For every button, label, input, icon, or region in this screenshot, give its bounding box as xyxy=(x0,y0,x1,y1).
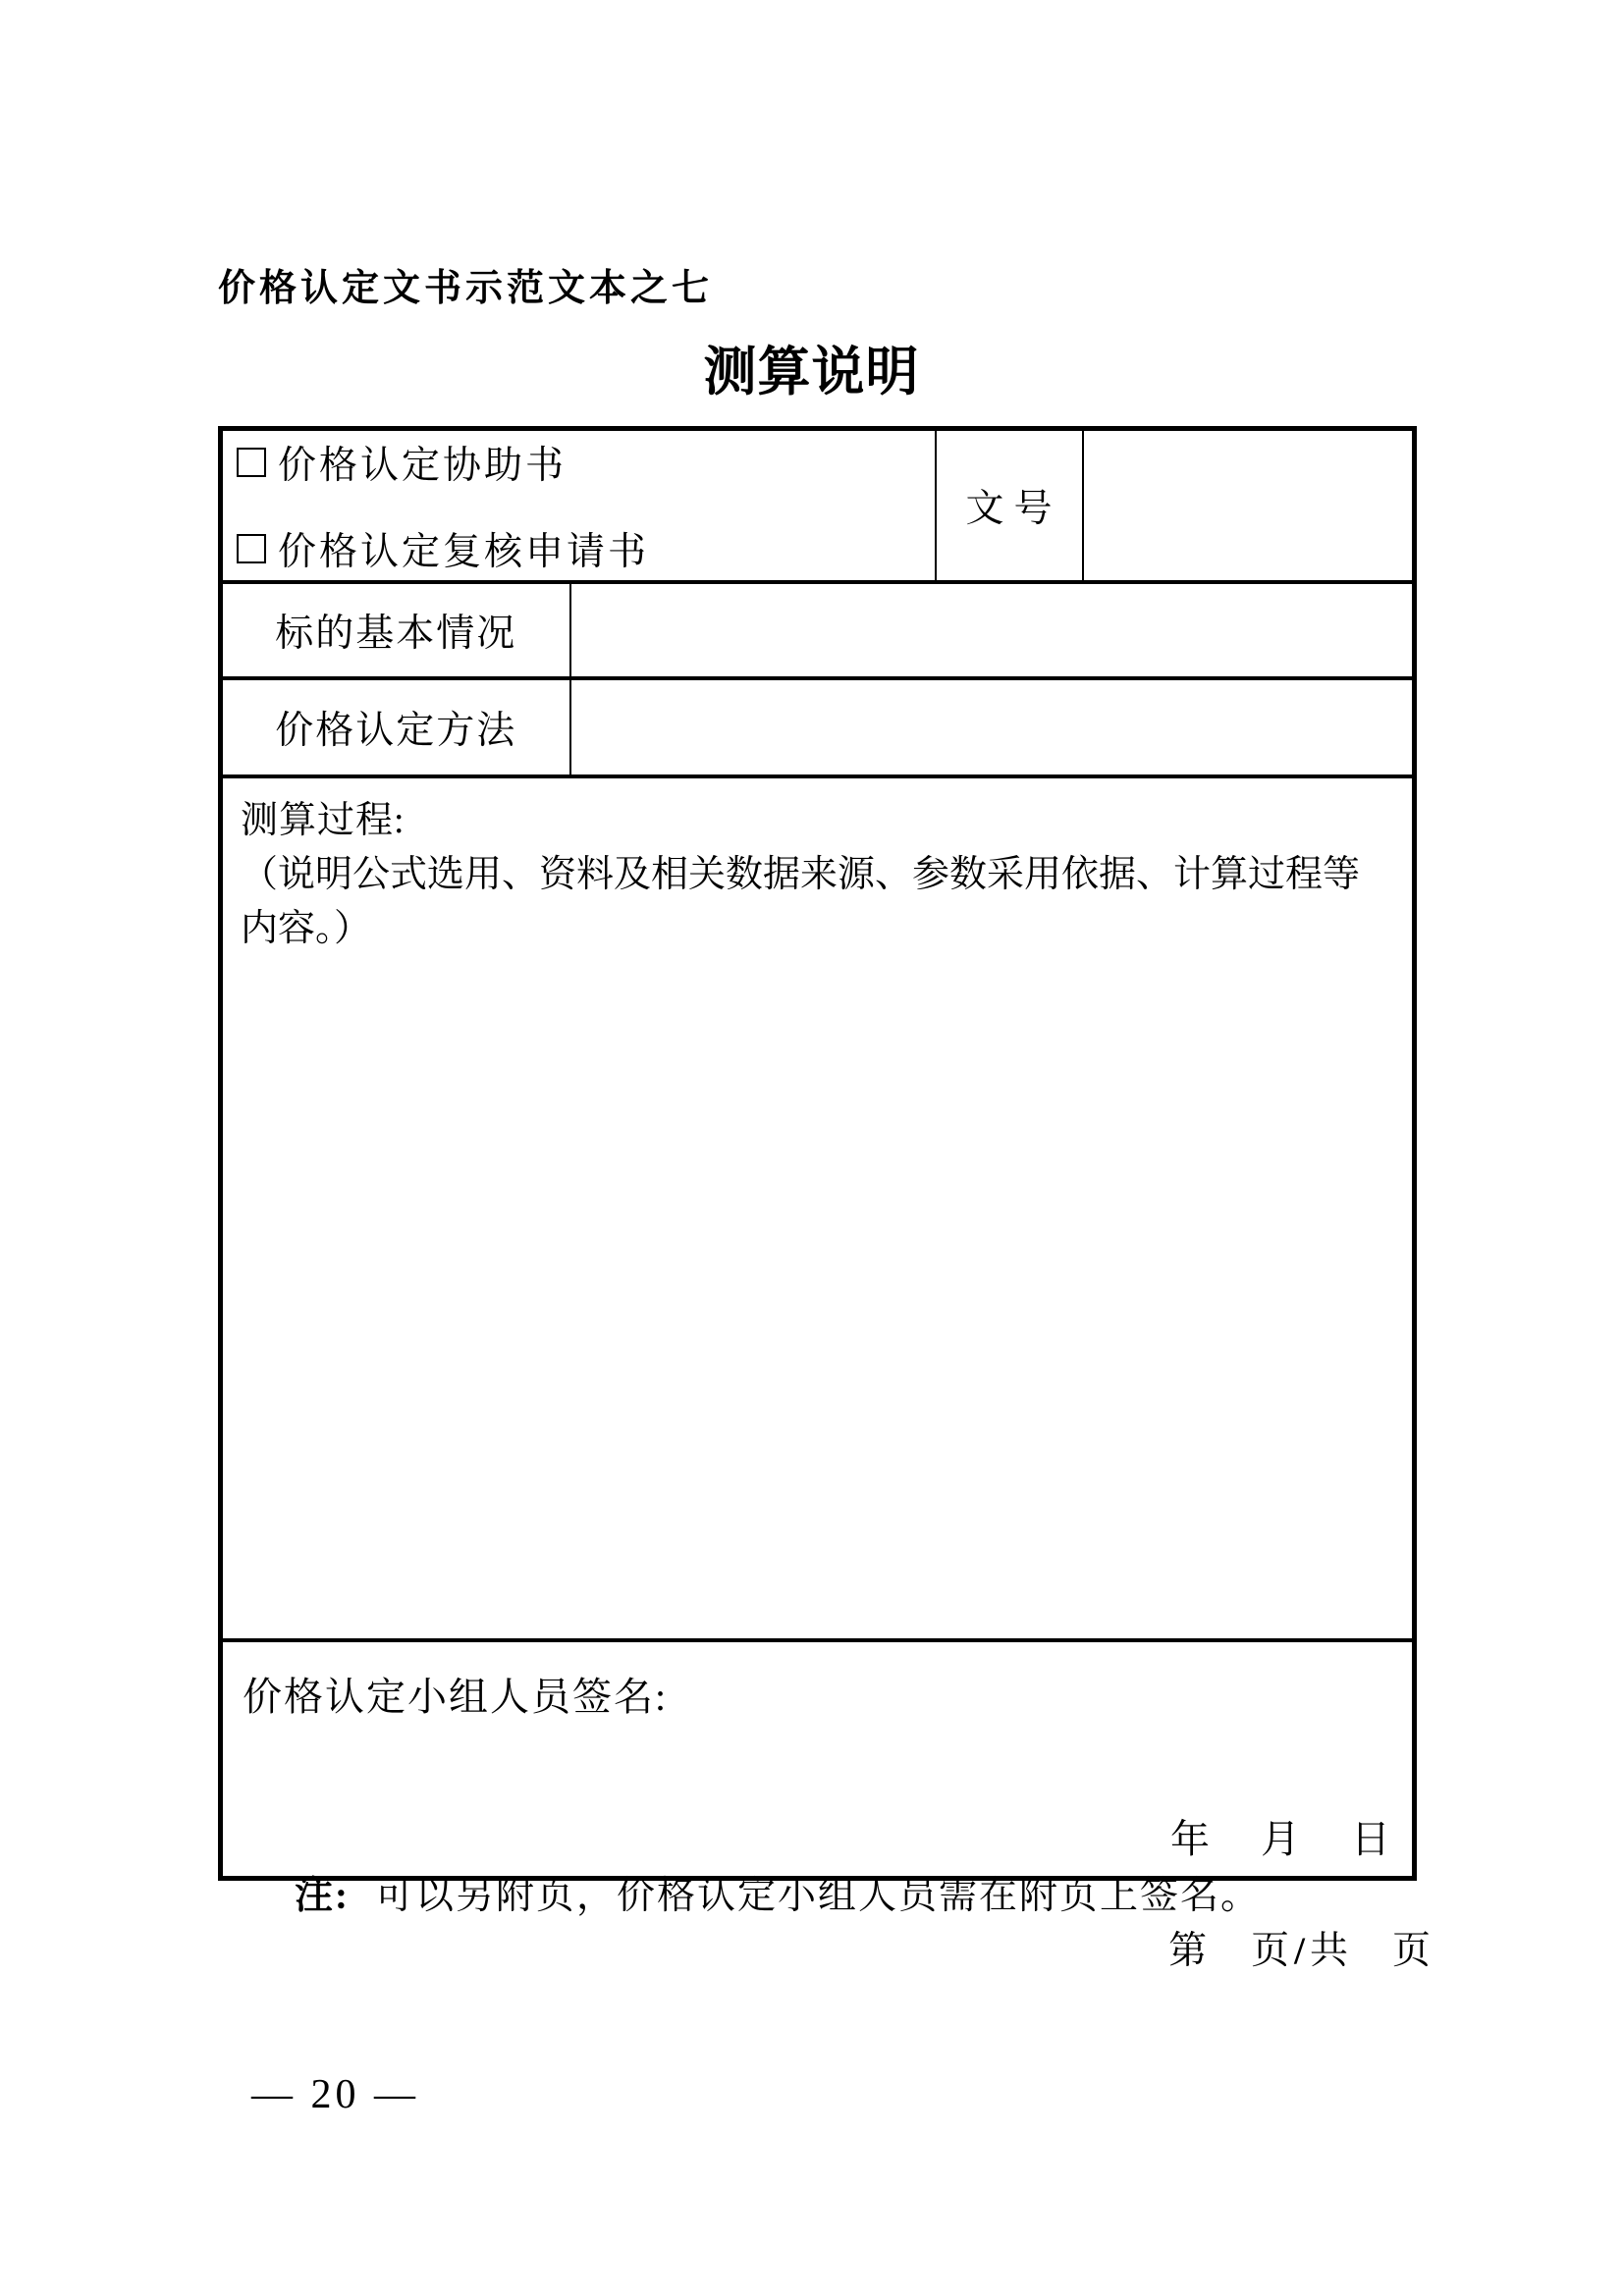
table-row-method xyxy=(221,678,1415,776)
footnote xyxy=(295,1865,1261,1920)
checkbox-option-review[interactable] xyxy=(237,521,935,576)
date-line: 年 月 日 xyxy=(1170,1817,1397,1861)
row-value-method xyxy=(570,678,1415,776)
page-title: 测算说明 xyxy=(703,343,920,401)
footnote-text: 可以另附页，价格认定小组人员需在附页上签名。 xyxy=(375,1875,1262,1917)
doc-series-label: 价格认定文书示范文本之七 xyxy=(218,268,714,309)
doc-number-value-cell xyxy=(1083,429,1415,583)
row-label-method: 价格认定方法 xyxy=(221,678,570,776)
pagination-right: 共 页 xyxy=(1309,1930,1434,1972)
checkbox-icon[interactable] xyxy=(237,448,266,477)
process-hint: （说明公式选用、资料及相关数据来源、参数采用依据、计算过程等内容。） xyxy=(241,854,1361,949)
form-table xyxy=(218,426,1417,1881)
signature-cell xyxy=(221,1640,1415,1879)
table-row-subject xyxy=(221,582,1415,678)
signature-label: 价格认定小组人员签名: xyxy=(243,1675,669,1719)
table-row-process xyxy=(221,776,1415,1640)
pagination xyxy=(1168,1920,1434,1975)
doc-type-options-cell xyxy=(221,429,936,583)
row-value-subject xyxy=(570,582,1415,678)
pagination-left: 第 页 xyxy=(1168,1930,1293,1972)
table-row-doc-type xyxy=(221,429,1415,583)
footnote-prefix: 注: xyxy=(295,1875,350,1917)
process-heading: 测算过程: xyxy=(241,800,406,841)
checkbox-option-label: 价格认定协助书 xyxy=(278,445,568,487)
checkbox-option-label: 价格认定复核申请书 xyxy=(278,531,650,573)
row-label-subject: 标的基本情况 xyxy=(221,582,570,678)
table-row-signature xyxy=(221,1640,1415,1879)
checkbox-option-assist[interactable] xyxy=(237,435,935,490)
pagination-slash-icon: / xyxy=(1294,1930,1308,1972)
doc-number-label-cell: 文号 xyxy=(936,429,1083,583)
process-cell xyxy=(221,776,1415,1640)
page-number: — 20 — xyxy=(251,2072,419,2117)
checkbox-icon[interactable] xyxy=(237,534,266,563)
